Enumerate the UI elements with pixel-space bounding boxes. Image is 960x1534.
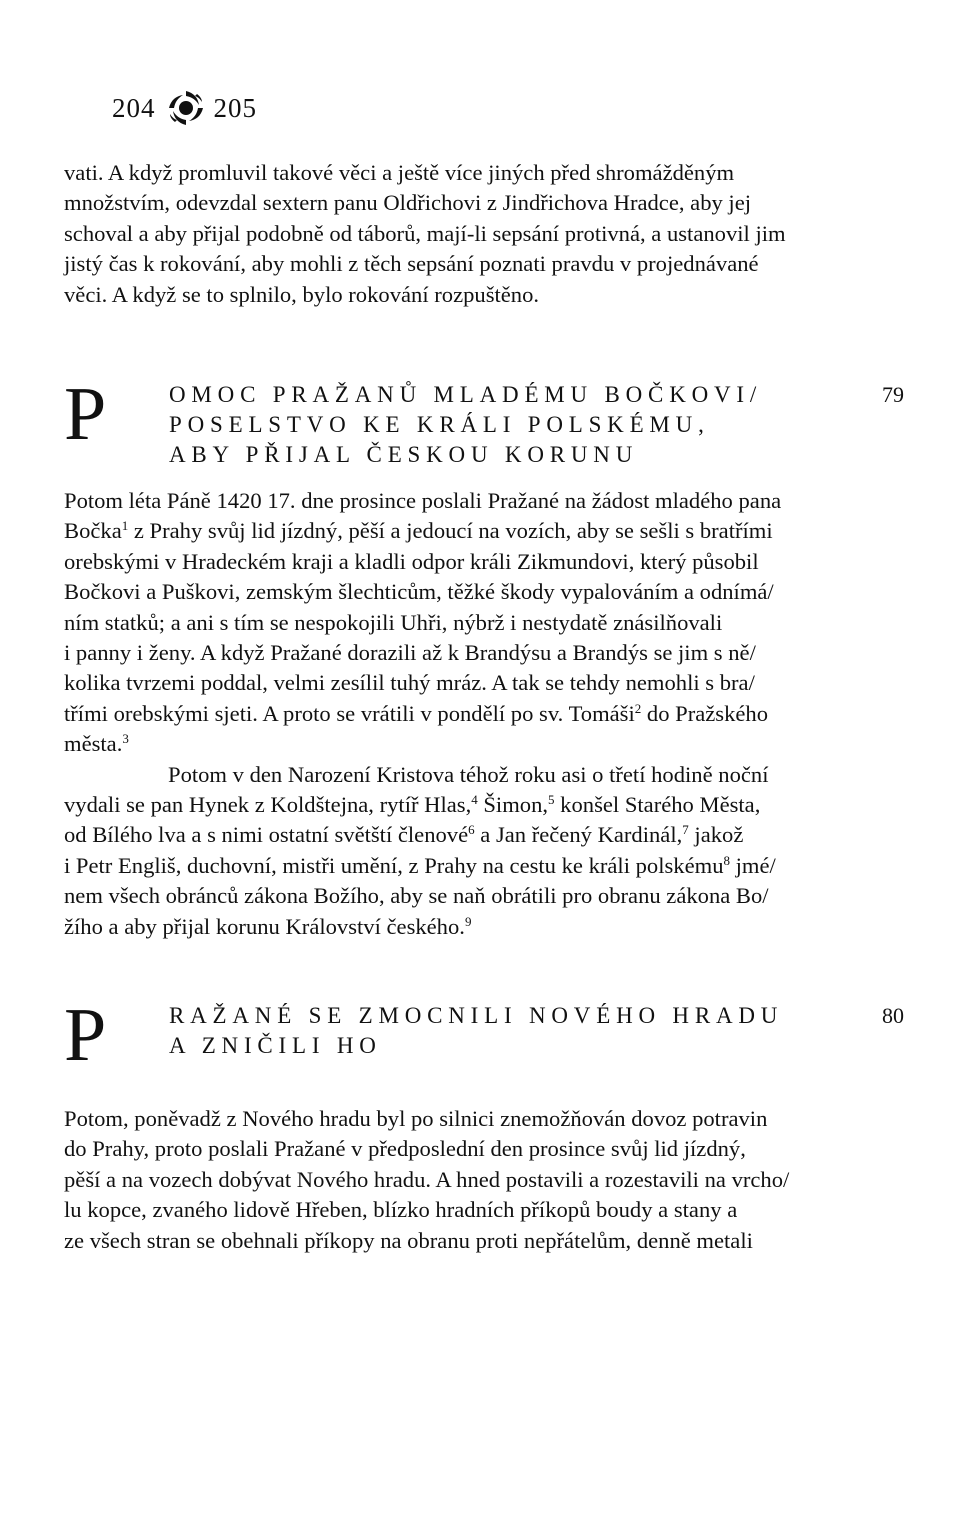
text-run: a Jan řečený Kardinál,	[474, 822, 683, 848]
text-line	[64, 851, 904, 881]
footnote-marker: 3	[122, 731, 129, 747]
text-line	[64, 486, 904, 516]
text-line	[64, 881, 904, 911]
text-run: Potom léta Páně 1420 17. dne prosince poslali Pražané na žádost mladého pana	[64, 488, 782, 513]
text-run: i Petr Engliš, duchovní, mistři umění, z Prahy na cestu ke králi polskému	[64, 852, 724, 878]
text-line	[64, 638, 904, 668]
section-number: 79	[882, 382, 904, 407]
text-line: věci. A když se to splnilo, bylo rokování rozpuštěno.	[64, 281, 540, 307]
footnote-marker: 7	[682, 822, 689, 838]
text-run: města.	[64, 731, 123, 757]
text-line: jistý čas k rokování, aby mohli z těch sepsání poznati pravdu v projednávané	[64, 251, 759, 277]
text-run: orebskými v Hradeckém kraji a kladli odpor králi Zikmundovi, který působil	[64, 548, 759, 574]
text-line	[64, 577, 904, 607]
text-line	[64, 516, 904, 546]
section-title-line: ABY PŘIJAL ČESKOU KORUNU	[169, 442, 639, 467]
footnote-marker: 4	[471, 792, 478, 808]
text-run: od Bílého lva a s nimi ostatní světští členové	[64, 822, 469, 848]
text-run: vydali se pan Hynek z Koldštejna, rytíř Hlas,	[64, 792, 472, 818]
text-line: schoval a aby přijal podobně od táborů, mají-li sepsání protivná, a ustanovil jim	[64, 220, 786, 246]
text-run: třími orebskými sjeti. A proto se vrátili v pondělí po sv. Tomáši	[64, 700, 635, 726]
section-title-line: RAŽANÉ SE ZMOCNILI NOVÉHO HRADU	[169, 1003, 784, 1028]
text-line	[64, 699, 904, 729]
intro-paragraph	[64, 158, 904, 310]
text-run: do Prahy, proto poslali Pražané v předposlední den prosince svůj lid jízdný,	[64, 1136, 746, 1162]
text-line	[64, 820, 904, 850]
section-title-line: A ZNIČILI HO	[169, 1033, 382, 1058]
section-number: 80	[882, 1003, 904, 1028]
text-run: jmé/	[730, 852, 776, 878]
text-run: Bočkovi a Puškovi, zemským šlechticům, těžké škody vypalováním a odnímá/	[64, 579, 774, 605]
footnote-marker: 9	[464, 913, 472, 929]
text-run: Šimon,	[477, 792, 549, 818]
section-79-body	[64, 486, 904, 942]
text-run: Bočka	[64, 518, 122, 544]
text-line	[64, 608, 904, 638]
footnote-marker: 2	[634, 700, 642, 716]
text-run: ním statků; a ani s tím se nespokojili Uhři, nýbrž i nestydatě znásilňovali	[64, 609, 723, 635]
page-number-left: 204	[112, 92, 156, 123]
section-80-heading	[64, 993, 904, 1077]
footnote-marker: 6	[468, 822, 475, 838]
text-line	[64, 912, 904, 942]
text-line	[64, 729, 904, 759]
text-run: z Prahy svůj lid jízdný, pěší a jedoucí na vozích, aby se sešli s bratřími	[128, 518, 773, 544]
swirl-ornament-icon	[166, 88, 206, 128]
text-run: kolika tvrzemi poddal, velmi zesílil tuhý mráz. A tak se tehdy nemohli s bra/	[64, 670, 755, 696]
text-run: Potom, poněvadž z Nového hradu byl po silnici znemožňován dovoz potravin	[64, 1106, 768, 1131]
drop-cap: P	[64, 993, 107, 1077]
text-run: do Pražského	[641, 700, 769, 726]
text-line	[64, 1165, 904, 1195]
page-header	[112, 86, 257, 130]
text-run: jakož	[688, 822, 744, 848]
text-line	[64, 1134, 904, 1164]
footnote-marker: 1	[121, 518, 129, 534]
footnote-marker: 8	[723, 852, 730, 868]
text-line: množstvím, odevzdal sextern panu Oldřichovi z Jindřichova Hradce, aby jej	[64, 190, 752, 216]
text-run: i panny i ženy. A když Pražané dorazili až k Brandýsu a Brandýs se jim s ně/	[64, 640, 756, 666]
page-number-right: 205	[213, 92, 257, 123]
text-line	[64, 1104, 904, 1134]
text-run: Potom v den Narození Kristova téhož roku asi o třetí hodině noční	[168, 761, 769, 787]
text-run: lu kopce, zvaného lidově Hřeben, blízko hradních příkopů boudy a stany a	[64, 1197, 738, 1223]
text-line	[64, 668, 904, 698]
text-run: konšel Starého Města,	[554, 792, 761, 818]
text-run: pěší a na vozech dobývat Nového hradu. A hned postavili a rozestavili na vrcho/	[64, 1166, 790, 1192]
section-79-heading	[64, 372, 904, 472]
drop-cap: P	[64, 372, 107, 456]
text-line	[64, 547, 904, 577]
text-line	[64, 1226, 904, 1256]
text-run: nem všech obránců zákona Božího, aby se naň obrátili pro obranu zákona Bo/	[64, 883, 769, 909]
text-line: vati. A když promluvil takové věci a ještě více jiných před shromážděným	[64, 160, 735, 185]
text-run: žího a aby přijal korunu Království českého.	[64, 913, 465, 939]
section-title-line: POSELSTVO KE KRÁLI POLSKÉMU,	[169, 412, 710, 437]
text-line	[64, 760, 904, 790]
text-line	[64, 1195, 904, 1225]
section-80-body	[64, 1104, 904, 1256]
footnote-marker: 5	[548, 792, 555, 808]
section-title-line: OMOC PRAŽANŮ MLADÉMU BOČKOVI/	[169, 382, 763, 407]
text-run: ze všech stran se obehnali příkopy na obranu proti nepřátelům, denně metali	[64, 1227, 753, 1253]
text-line	[64, 790, 904, 820]
